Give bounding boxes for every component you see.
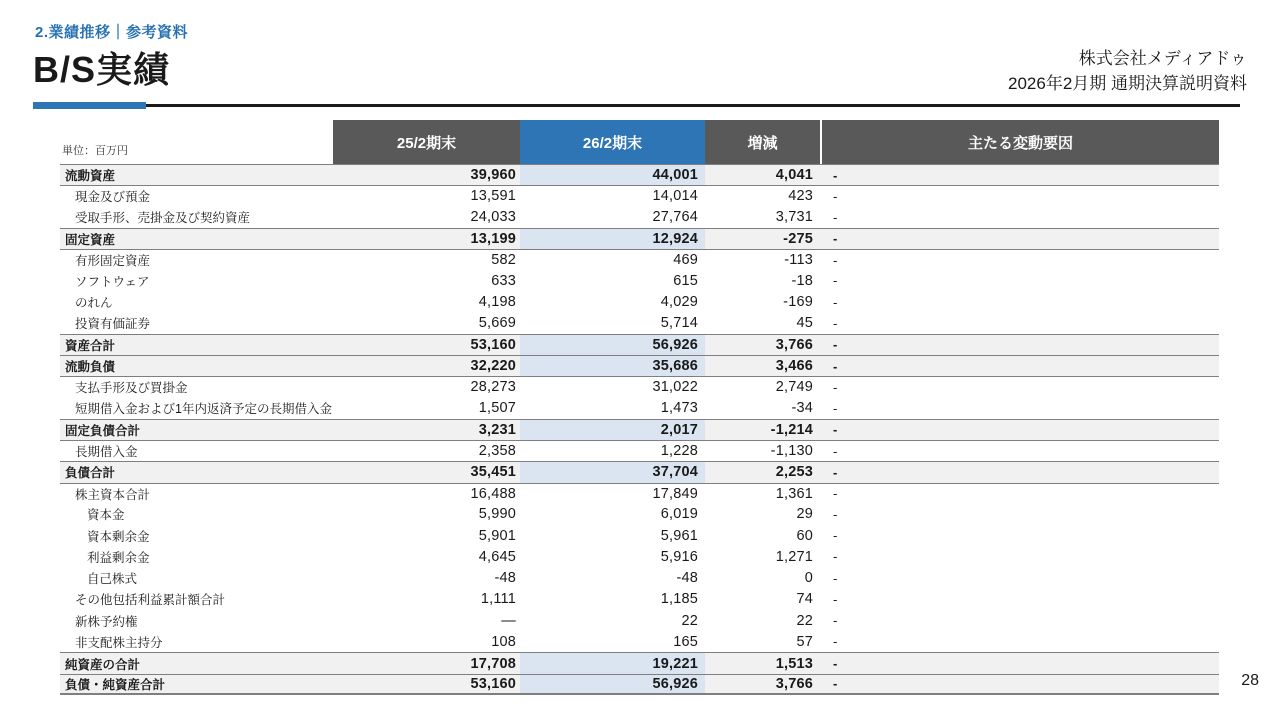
value-diff: 0: [804, 570, 813, 587]
value-25-2: 582: [491, 252, 516, 269]
factor-text: -: [833, 549, 838, 565]
value-25-2: 633: [491, 272, 516, 289]
value-25-2: 3,231: [478, 421, 516, 438]
value-diff: 1,361: [775, 485, 813, 502]
value-26-2: 4,029: [660, 294, 698, 311]
section-label: 2.業績推移｜参考資料: [35, 24, 189, 41]
value-26-2: 615: [673, 272, 698, 289]
table-row: [60, 355, 1219, 376]
table-row: [60, 334, 1219, 355]
table-row: [60, 206, 1219, 227]
table-body: [60, 164, 1219, 695]
factor-text: -: [833, 486, 838, 502]
column-header-factor: 主たる変動要因: [820, 120, 1219, 164]
row-label: 利益剰余金: [87, 550, 150, 565]
factor-text: -: [833, 422, 838, 438]
value-diff: 3,766: [775, 675, 813, 692]
value-25-2: -48: [494, 570, 516, 587]
value-diff: -1,214: [770, 421, 813, 438]
value-26-2: 1,185: [660, 591, 698, 608]
value-26-2: 17,849: [652, 485, 698, 502]
table-row: [60, 376, 1219, 397]
value-26-2: 1,473: [660, 400, 698, 417]
unit-label: 単位：百万円: [60, 120, 333, 164]
value-diff: -275: [783, 230, 813, 247]
value-26-2: 44,001: [520, 165, 705, 185]
row-label: 純資産の合計: [65, 657, 141, 672]
value-diff: 3,466: [775, 358, 813, 375]
value-25-2: 108: [491, 633, 516, 650]
row-label: のれん: [75, 296, 113, 311]
table-row: [60, 440, 1219, 461]
value-diff: -1,130: [770, 443, 813, 460]
factor-text: -: [833, 613, 838, 629]
value-diff: 4,041: [775, 167, 813, 184]
value-diff: -18: [791, 272, 813, 289]
table-row: [60, 567, 1219, 588]
value-diff: 3,731: [775, 209, 813, 226]
factor-text: -: [833, 591, 838, 607]
factor-text: -: [833, 443, 838, 459]
value-diff: 22: [796, 612, 813, 629]
value-diff: -169: [783, 294, 813, 311]
column-header-25-2: 25/2期末: [333, 120, 520, 164]
factor-text: -: [833, 252, 838, 268]
value-diff: 60: [796, 527, 813, 544]
header-right: [1008, 46, 1247, 96]
value-diff: 423: [788, 188, 813, 205]
table-row: [60, 525, 1219, 546]
value-25-2: 1,111: [480, 591, 516, 608]
value-25-2: 1,507: [478, 400, 516, 417]
row-label: 非支配株主持分: [75, 635, 163, 650]
table-row: [60, 589, 1219, 610]
value-25-2: 2,358: [478, 443, 516, 460]
table-row: [60, 419, 1219, 440]
value-diff: 2,253: [775, 464, 813, 481]
value-26-2: 6,019: [660, 506, 698, 523]
table-row: [60, 674, 1219, 695]
factor-text: -: [833, 358, 838, 374]
page-number: 28: [1241, 672, 1259, 689]
factor-text: -: [833, 676, 838, 692]
factor-text: -: [833, 294, 838, 310]
value-diff: 74: [796, 591, 813, 608]
column-header-26-2: 26/2期末: [520, 120, 705, 164]
title-rule-dark-line: [33, 104, 1240, 107]
row-label: 固定負債合計: [65, 423, 141, 438]
factor-text: -: [833, 315, 838, 331]
row-label: 負債・純資産合計: [65, 677, 166, 692]
page-title: B/S実績: [33, 49, 171, 90]
table-row: [60, 228, 1219, 249]
row-label: 流動資産: [65, 169, 116, 184]
row-label: 自己株式: [87, 572, 138, 587]
value-26-2: 5,916: [660, 548, 698, 565]
table-row: [60, 504, 1219, 525]
value-25-2: —: [501, 612, 516, 629]
value-25-2: 32,220: [470, 358, 516, 375]
value-26-2: 2,017: [520, 420, 705, 440]
value-26-2: 5,714: [660, 315, 698, 332]
value-diff: -34: [791, 400, 813, 417]
row-label: 株主資本合計: [75, 487, 151, 502]
value-26-2: 35,686: [520, 356, 705, 376]
value-25-2: 53,160: [470, 675, 516, 692]
value-25-2: 5,901: [478, 527, 516, 544]
row-label: 資本剰余金: [87, 529, 150, 544]
table-row: [60, 270, 1219, 291]
row-label: 流動負債: [65, 360, 116, 375]
value-diff: 1,513: [775, 655, 813, 672]
value-25-2: 13,199: [470, 230, 516, 247]
factor-text: -: [833, 337, 838, 353]
value-26-2: 19,221: [520, 653, 705, 673]
title-rule-blue-segment: [33, 102, 146, 109]
value-25-2: 16,488: [470, 485, 516, 502]
presentation-subtitle: 2026年2月期 通期決算説明資料: [1008, 74, 1247, 93]
row-label: 新株予約権: [75, 614, 138, 629]
value-26-2: 22: [681, 612, 698, 629]
factor-text: -: [833, 400, 838, 416]
value-26-2: 12,924: [520, 229, 705, 249]
factor-text: -: [833, 379, 838, 395]
table-row: [60, 313, 1219, 334]
row-label: 支払手形及び買掛金: [75, 381, 188, 396]
table-row: [60, 249, 1219, 270]
factor-text: -: [833, 634, 838, 650]
value-25-2: 13,591: [470, 188, 516, 205]
factor-text: -: [833, 506, 838, 522]
value-diff: 45: [796, 315, 813, 332]
value-26-2: 37,704: [520, 462, 705, 482]
row-label: 負債合計: [65, 466, 116, 481]
value-diff: 1,271: [775, 548, 813, 565]
row-label: 資産合計: [65, 338, 116, 353]
value-25-2: 35,451: [470, 464, 516, 481]
table-row: [60, 291, 1219, 312]
row-label: 現金及び預金: [75, 190, 151, 205]
factor-text: -: [833, 273, 838, 289]
table-row: [60, 610, 1219, 631]
table-row: [60, 185, 1219, 206]
table-row: [60, 164, 1219, 185]
table-row: [60, 398, 1219, 419]
factor-text: -: [833, 464, 838, 480]
row-label: 固定資産: [65, 232, 116, 247]
value-25-2: 24,033: [470, 209, 516, 226]
value-26-2: 56,926: [520, 335, 705, 355]
table-header-row: [60, 120, 1219, 164]
table-row: [60, 546, 1219, 567]
value-diff: 2,749: [775, 379, 813, 396]
factor-text: -: [833, 231, 838, 247]
row-label: 受取手形、売掛金及び契約資産: [75, 211, 251, 226]
row-label: 有形固定資産: [75, 254, 151, 269]
value-diff: 29: [796, 506, 813, 523]
value-25-2: 4,645: [478, 548, 516, 565]
row-label: 投資有価証券: [75, 317, 151, 332]
value-26-2: 27,764: [652, 209, 698, 226]
table-row: [60, 461, 1219, 482]
value-diff: -113: [784, 252, 813, 269]
value-26-2: 56,926: [520, 675, 705, 693]
balance-sheet-table: [60, 120, 1219, 695]
row-label: 長期借入金: [75, 445, 138, 460]
value-25-2: 5,669: [478, 315, 516, 332]
row-label: その他包括利益累計額合計: [75, 593, 226, 608]
value-25-2: 4,198: [478, 294, 516, 311]
factor-text: -: [833, 656, 838, 671]
row-label: 資本金: [87, 508, 125, 523]
factor-text: -: [833, 528, 838, 544]
value-diff: 57: [796, 633, 813, 650]
factor-text: -: [833, 570, 838, 586]
value-26-2: -48: [676, 570, 698, 587]
factor-text: -: [833, 209, 838, 225]
table-row: [60, 631, 1219, 652]
factor-text: -: [833, 188, 838, 204]
value-25-2: 5,990: [478, 506, 516, 523]
factor-text: -: [833, 167, 838, 183]
column-header-diff: 増減: [705, 120, 820, 164]
value-25-2: 53,160: [470, 336, 516, 353]
value-26-2: 1,228: [660, 443, 698, 460]
company-name: 株式会社メディアドゥ: [1078, 49, 1247, 68]
title-rule: [33, 102, 1240, 110]
row-label: 短期借入金および1年内返済予定の長期借入金: [75, 402, 332, 417]
value-25-2: 17,708: [470, 655, 516, 672]
value-25-2: 28,273: [470, 379, 516, 396]
value-26-2: 165: [673, 633, 698, 650]
table-row: [60, 483, 1219, 504]
value-26-2: 14,014: [652, 188, 698, 205]
table-row: [60, 652, 1219, 673]
value-26-2: 5,961: [660, 527, 698, 544]
value-25-2: 39,960: [470, 167, 516, 184]
row-label: ソフトウェア: [75, 274, 150, 289]
value-diff: 3,766: [775, 336, 813, 353]
value-26-2: 469: [673, 252, 698, 269]
value-26-2: 31,022: [652, 379, 698, 396]
